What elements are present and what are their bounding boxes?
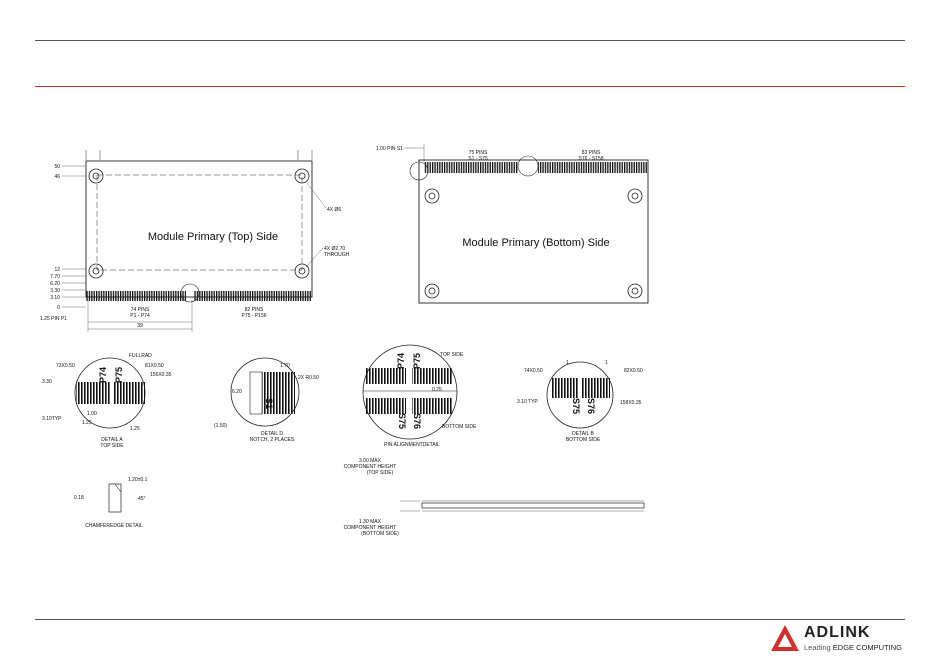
detail-a [42,353,172,449]
y-dim-330: 3.30 [50,288,60,294]
detail-d-s1: S1 [264,398,274,410]
detail-a-dim-73: 73X0.50 [56,363,75,369]
chamfer-caption: CHAMFEREDGE DETAIL [85,523,143,529]
component-height-detail [344,458,644,537]
detail-b-dim-74: 74X0.50 [524,368,543,374]
detail-a-fullrad: FULLRAD [129,353,152,359]
dim-82-pins: 82 PINS [244,307,264,313]
detail-b-s76: S76 [586,398,596,415]
bottom-view-title: Module Primary (Bottom) Side [462,237,610,249]
top-view-title: Module Primary (Top) Side [147,231,279,243]
dim-74-range: P1 - P74 [130,313,150,319]
detail-a-dim-125b: 1.25 [130,426,140,432]
detail-b-dim-1a: 1 [566,360,569,366]
hole-note-270: 4X Ø2.70 [324,246,346,252]
y-dim-310: 3.10 [50,295,60,301]
detail-a-p75: P75 [114,366,124,383]
pin-align-s76: S76 [412,413,422,430]
detail-b [517,360,643,443]
dim-75-pins: 75 PINS [468,150,488,156]
detail-a-dim-156: 156X0.35 [150,372,172,378]
top-view-pins-right [194,291,312,301]
detail-b-dim-82: 82X0.50 [624,368,643,374]
detail-d-caption1: DETAIL D [261,431,283,437]
detail-a-dim-330: 3.30 [42,379,52,385]
top-view [40,150,350,332]
top-view-mounting-holes [89,169,309,278]
detail-b-dim-1b: 1 [605,360,608,366]
chamfer-dim-018: 0.18 [74,495,84,501]
pin-align-top-side: TOP SIDE [440,352,464,358]
detail-b-dim-310: 3.10 TYP [517,399,538,405]
pin-align-p75: P75 [412,352,422,369]
detail-d-dim-620: 6.20 [232,389,242,395]
dim-39: 39 [137,323,143,329]
height-bot-2: COMPONENT HEIGHT [343,525,397,531]
y-dim-50: 50 [54,164,60,170]
top-view-board-outline [86,161,312,297]
detail-b-dim-158: 158X0.35 [620,400,642,406]
brand-tagline-lead: Leading [804,643,833,652]
height-bot-3: (BOTTOM SIDE) [361,531,399,537]
pin-align-s75: S75 [397,413,407,430]
top-view-pins-left [86,291,186,301]
dim-82-range: P75 - P156 [241,313,267,319]
bottom-view [376,144,648,303]
detail-d-dim-170: 1.70 [280,363,290,369]
top-view-y-dims [50,164,60,311]
pin-alignment-detail [363,345,477,448]
chamfer-dim-45: 45° [138,496,146,502]
brand-tagline-rest: EDGE COMPUTING [832,643,902,652]
bottom-view-board-outline [419,160,648,303]
top-view-extension-lines [62,166,86,307]
bottom-view-detail-circle [518,156,538,176]
top-view-pin-p1-label: 1.25 PIN P1 [40,316,67,322]
y-dim-46: 46 [54,174,60,180]
adlink-triangle-icon [770,624,800,652]
top-view-keepout [97,175,302,270]
dim-74-pins: 74 PINS [130,307,150,313]
detail-a-dim-100: 1.00 [87,411,97,417]
dim-75-range: S1 - S75 [468,156,488,162]
detail-a-dim-81: 81X0.50 [145,363,164,369]
bottom-view-pins-left [424,162,518,173]
detail-a-dim-125a: 1.25 [82,420,92,426]
brand-name: ADLINK [804,624,871,641]
hole-note-through: THROUGH [324,252,350,258]
pin-align-p74: P74 [396,352,406,369]
detail-b-caption2: BOTTOM SIDE [565,437,601,443]
height-top-1: 3.00 MAX [359,458,381,464]
detail-a-dim-310: 3.10TYP [42,416,62,422]
pin-align-caption: PIN ALIGNMENTDETAIL [384,442,440,448]
detail-d-caption2: NOTCH, 2 PLACES [249,437,295,443]
height-top-2: COMPONENT HEIGHT [343,464,397,470]
pin-s1-label: 1.00 PIN S1 [376,146,403,152]
adlink-logo [770,622,910,656]
dim-83-range: S76 - S158 [578,156,604,162]
brand-tagline [804,643,902,652]
detail-b-s75: S75 [571,398,581,415]
height-top-3: (TOP SIDE) [366,470,394,476]
detail-a-caption2: TOP SIDE [100,443,124,449]
bottom-view-pins-right [538,162,648,173]
y-dim-770: 7.70 [50,274,60,280]
y-dim-0: 0 [57,305,60,311]
detail-a-p74: P74 [98,366,108,383]
detail-a-caption1: DETAIL A [101,437,123,443]
chamfer-dim-120: 1.20±0.1 [128,477,148,483]
detail-d-dim-r: 2X R0.50 [298,375,319,381]
hole-note-6: 4X Ø6 [327,207,342,213]
height-bot-1: 1.30 MAX [359,519,381,525]
dim-83-pins: 83 PINS [581,150,601,156]
pin-align-bottom-side: BOTTOM SIDE [442,424,477,430]
y-dim-12: 12 [54,267,60,273]
pin-align-dim-025: 0.25 [432,387,442,393]
detail-b-caption1: DETAIL B [572,431,594,437]
detail-d-dim-150: (1.50) [214,423,228,429]
y-dim-620: 6.20 [50,281,60,287]
detail-d [214,358,319,443]
chamfer-detail [74,477,148,529]
